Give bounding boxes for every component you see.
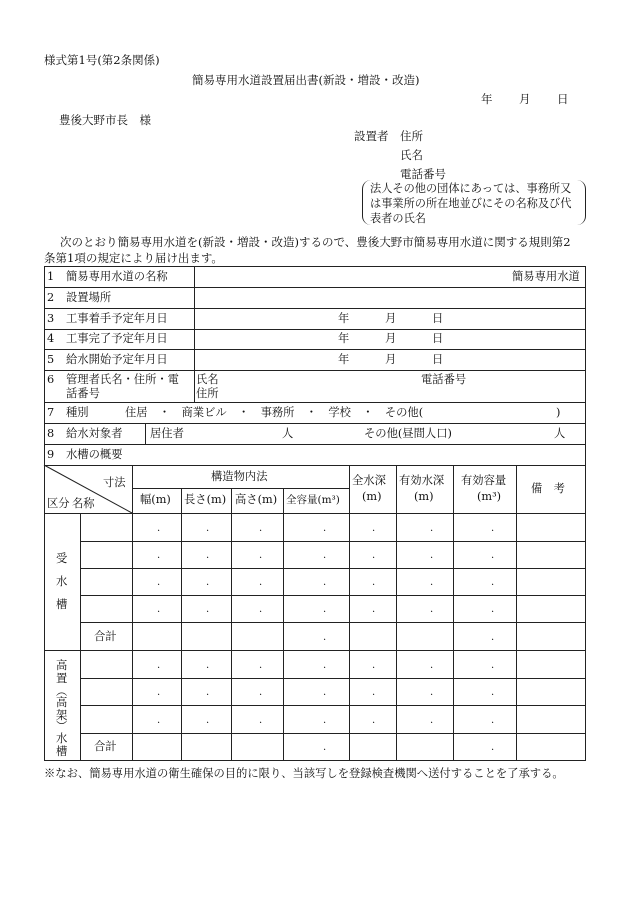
cell-dot[interactable]: .: [372, 523, 376, 534]
row8-other-unit[interactable]: 人: [554, 427, 566, 440]
row4-day[interactable]: 日: [432, 332, 444, 345]
cell-dot[interactable]: .: [259, 660, 263, 671]
date-year: 年: [481, 92, 493, 106]
row3-num: 3: [47, 312, 55, 325]
row1-num: 1: [47, 270, 55, 283]
row7-label: 種別: [66, 406, 89, 419]
cell-dot[interactable]: .: [430, 577, 434, 588]
cell-dot[interactable]: .: [206, 687, 210, 698]
date-day: 日: [557, 92, 569, 106]
cell-dot[interactable]: .: [206, 660, 210, 671]
cell-dot[interactable]: .: [157, 715, 161, 726]
cell-dot[interactable]: .: [491, 715, 495, 726]
tank-total-depth-unit: (m): [362, 490, 382, 503]
row4-month[interactable]: 月: [385, 332, 397, 345]
cell-dot[interactable]: .: [157, 550, 161, 561]
cell-dot[interactable]: .: [206, 715, 210, 726]
cell-dot[interactable]: .: [491, 742, 495, 753]
row6-phone-label[interactable]: 電話番号: [421, 373, 467, 386]
row6-name-label[interactable]: 氏名: [196, 373, 219, 386]
cell-dot[interactable]: .: [323, 577, 327, 588]
cell-dot[interactable]: .: [206, 577, 210, 588]
cell-dot[interactable]: .: [491, 550, 495, 561]
elevated-subtotal: 合計: [94, 740, 117, 753]
row1-value[interactable]: 簡易専用水道: [512, 270, 580, 283]
cell-dot[interactable]: .: [259, 550, 263, 561]
row7-close-paren: ): [556, 406, 561, 419]
cell-dot[interactable]: .: [430, 523, 434, 534]
elevated-tank-char-1: 高: [56, 659, 68, 672]
cell-dot[interactable]: .: [372, 715, 376, 726]
row8-label: 給水対象者: [66, 427, 123, 440]
tank-eff-depth-unit: (m): [414, 490, 434, 503]
cell-dot[interactable]: .: [157, 604, 161, 615]
tank-col-height: 高さ(m): [235, 493, 278, 506]
row6-address-label[interactable]: 住所: [196, 387, 219, 400]
cell-dot[interactable]: .: [323, 660, 327, 671]
cell-dot[interactable]: .: [372, 660, 376, 671]
cell-dot[interactable]: .: [430, 687, 434, 698]
cell-dot[interactable]: .: [430, 604, 434, 615]
corporate-note: 法人その他の団体にあっては、事務所又は事業所の所在地並びにその名称及び代表者の氏名: [370, 182, 572, 225]
cell-dot[interactable]: .: [372, 577, 376, 588]
row5-month[interactable]: 月: [385, 353, 397, 366]
row8-resident-unit[interactable]: 人: [282, 427, 294, 440]
cell-dot[interactable]: .: [491, 660, 495, 671]
cell-dot[interactable]: .: [323, 687, 327, 698]
cell-dot[interactable]: .: [157, 660, 161, 671]
tank-total-depth: 全水深: [352, 474, 386, 487]
row9-num: 9: [47, 448, 55, 461]
tank-eff-cap: 有効容量: [461, 474, 507, 487]
cell-dot[interactable]: .: [372, 687, 376, 698]
cell-dot[interactable]: .: [491, 523, 495, 534]
row3-label: 工事着手予定年月日: [66, 312, 168, 325]
cell-dot[interactable]: .: [157, 523, 161, 534]
row8-other: その他(昼間人口): [364, 427, 452, 440]
cell-dot[interactable]: .: [157, 577, 161, 588]
row6-num: 6: [47, 373, 55, 386]
cell-dot[interactable]: .: [491, 604, 495, 615]
cell-dot[interactable]: .: [157, 687, 161, 698]
row3-month[interactable]: 月: [385, 312, 397, 325]
applicant-role: 設置者: [354, 129, 389, 143]
form-title: 簡易専用水道設置届出書(新設・増設・改造): [192, 73, 420, 87]
tank-remarks: 備 考: [531, 482, 565, 495]
tank-eff-depth: 有効水深: [399, 474, 445, 487]
tank-structure-label: 構造物内法: [211, 470, 268, 483]
cell-dot[interactable]: .: [491, 632, 495, 643]
cell-dot[interactable]: .: [323, 550, 327, 561]
cell-dot[interactable]: .: [491, 687, 495, 698]
row2-num: 2: [47, 291, 55, 304]
elevated-tank-char-6: ︶: [56, 720, 68, 733]
intro-line-1: 次のとおり簡易専用水道を(新設・増設・改造)するので、豊後大野市簡易専用水道に関する規則第2: [60, 235, 571, 249]
cell-dot[interactable]: .: [206, 550, 210, 561]
row6-label-line1: 管理者氏名・住所・電: [66, 373, 179, 386]
cell-dot[interactable]: .: [323, 632, 327, 643]
receiving-tank-char-1: 受: [56, 552, 68, 565]
row7-options[interactable]: 住居 ・ 商業ビル ・ 事務所 ・ 学校 ・ その他(: [125, 406, 424, 419]
cell-dot[interactable]: .: [259, 523, 263, 534]
cell-dot[interactable]: .: [430, 660, 434, 671]
row4-num: 4: [47, 332, 55, 345]
cell-dot[interactable]: .: [206, 523, 210, 534]
row5-num: 5: [47, 353, 55, 366]
elevated-tank-char-2: 置: [56, 672, 68, 685]
cell-dot[interactable]: .: [491, 577, 495, 588]
addressee: 豊後大野市長 様: [59, 113, 151, 127]
cell-dot[interactable]: .: [430, 550, 434, 561]
row3-year[interactable]: 年: [338, 312, 350, 325]
elevated-tank-char-4: 高: [56, 696, 68, 709]
tank-col-width: 幅(m): [140, 493, 171, 506]
date-month: 月: [519, 92, 531, 106]
row1-label: 簡易専用水道の名称: [66, 270, 168, 283]
row2-value-field[interactable]: [200, 290, 580, 306]
applicant-name-label: 氏名: [400, 148, 423, 162]
receiving-tank-char-3: 槽: [56, 598, 68, 611]
intro-line-2: 条第1項の規定により届け出ます。: [44, 251, 223, 265]
receiving-subtotal: 合計: [94, 630, 117, 643]
cell-dot[interactable]: .: [372, 550, 376, 561]
row5-label: 給水開始予定年月日: [66, 353, 168, 366]
cell-dot[interactable]: .: [259, 687, 263, 698]
tank-name-label: 名称: [72, 497, 95, 510]
cell-dot[interactable]: .: [323, 604, 327, 615]
applicant-address-label: 住所: [400, 129, 423, 143]
form-number: 様式第1号(第2条関係): [44, 53, 160, 67]
row8-num: 8: [47, 427, 55, 440]
cell-dot[interactable]: .: [259, 604, 263, 615]
row8-resident: 居住者: [150, 427, 184, 440]
row7-num: 7: [47, 406, 55, 419]
tank-col-length: 長さ(m): [184, 493, 227, 506]
footnote: ※なお、簡易専用水道の衛生確保の目的に限り、当該写しを登録検査機関へ送付することを了承する。: [44, 767, 564, 780]
cell-dot[interactable]: .: [323, 523, 327, 534]
cell-dot[interactable]: .: [206, 604, 210, 615]
elevated-tank-char-3: ︵: [56, 685, 68, 698]
elevated-tank-char-5: 架: [56, 709, 68, 722]
elevated-tank-char-7: 水: [56, 732, 68, 745]
cell-dot[interactable]: .: [259, 715, 263, 726]
row5-year[interactable]: 年: [338, 353, 350, 366]
cell-dot[interactable]: .: [323, 742, 327, 753]
row3-day[interactable]: 日: [432, 312, 444, 325]
row9-label: 水槽の概要: [66, 448, 123, 461]
row6-label-line2: 話番号: [66, 387, 100, 400]
tank-col-capacity: 全容量(m³): [286, 494, 340, 506]
tank-category-label: 区分: [47, 497, 70, 510]
row2-label: 設置場所: [66, 291, 112, 304]
row4-label: 工事完了予定年月日: [66, 332, 168, 345]
applicant-phone-label: 電話番号: [400, 167, 446, 181]
receiving-tank-char-2: 水: [56, 575, 68, 588]
row5-day[interactable]: 日: [432, 353, 444, 366]
cell-dot[interactable]: .: [259, 577, 263, 588]
tank-eff-cap-unit: (m³): [477, 490, 502, 503]
tank-dim-label: 寸法: [103, 476, 126, 489]
elevated-tank-char-8: 槽: [56, 745, 68, 758]
cell-dot[interactable]: .: [430, 715, 434, 726]
row4-year[interactable]: 年: [338, 332, 350, 345]
cell-dot[interactable]: .: [372, 604, 376, 615]
cell-dot[interactable]: .: [323, 715, 327, 726]
